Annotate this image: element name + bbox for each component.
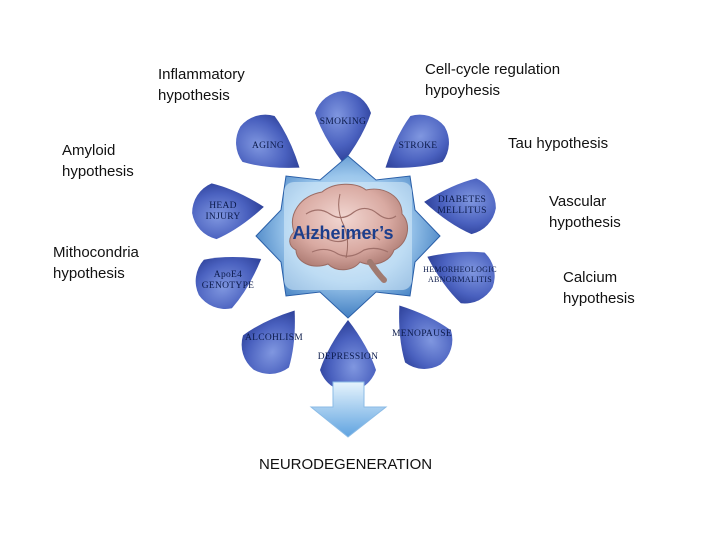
petal-label-stroke: STROKE (398, 141, 438, 151)
petal-menopause (376, 289, 463, 380)
amyloid-hypothesis-label: Amyloid hypothesis (62, 142, 134, 180)
petal-stroke (369, 103, 460, 190)
petal-diabetes (422, 174, 499, 236)
petal-smoking (315, 91, 371, 163)
petal-label-smoking: SMOKING (319, 117, 367, 127)
cell-cycle-hypothesis-label: Cell-cycle regulation hypoyhesis (425, 61, 561, 99)
calcium-hypothesis-label: Calcium hypothesis (563, 269, 635, 307)
petal-alcoholism (230, 294, 317, 385)
petal-label-apoe4: ApoE4 GENOTYPE (201, 270, 255, 291)
petal-depression (318, 320, 379, 392)
center-title: Alzheimer’s (292, 223, 394, 243)
petal-label-depression: DEPRESSION (317, 352, 379, 362)
outcome-label: NEURODEGENERATION (259, 456, 433, 473)
petal-apoe4 (185, 235, 275, 319)
down-arrow-icon (311, 382, 386, 437)
petal-label-menopause: MENOPAUSE (392, 329, 452, 339)
petal-label-diabetes: DIABETES MELLITUS (437, 195, 487, 216)
mitochondria-hypothesis-label: Mithocondria hypothesis (53, 244, 139, 282)
tau-hypothesis-label: Tau hypothesis (508, 135, 609, 152)
vascular-hypothesis-label: Vascular hypothesis (549, 193, 621, 231)
petal-label-head-injury: HEAD INJURY (205, 201, 241, 222)
petal-label-aging: AGING (251, 141, 285, 151)
petal-head-injury (190, 179, 267, 241)
petal-label-hemorheologic: HEMORHEOLOGIC ABNORMALITIS (423, 265, 497, 284)
inflammatory-hypothesis-label: Inflammatory hypothesis (158, 66, 245, 104)
petal-label-alcoholism: ALCOHLISM (244, 333, 304, 343)
